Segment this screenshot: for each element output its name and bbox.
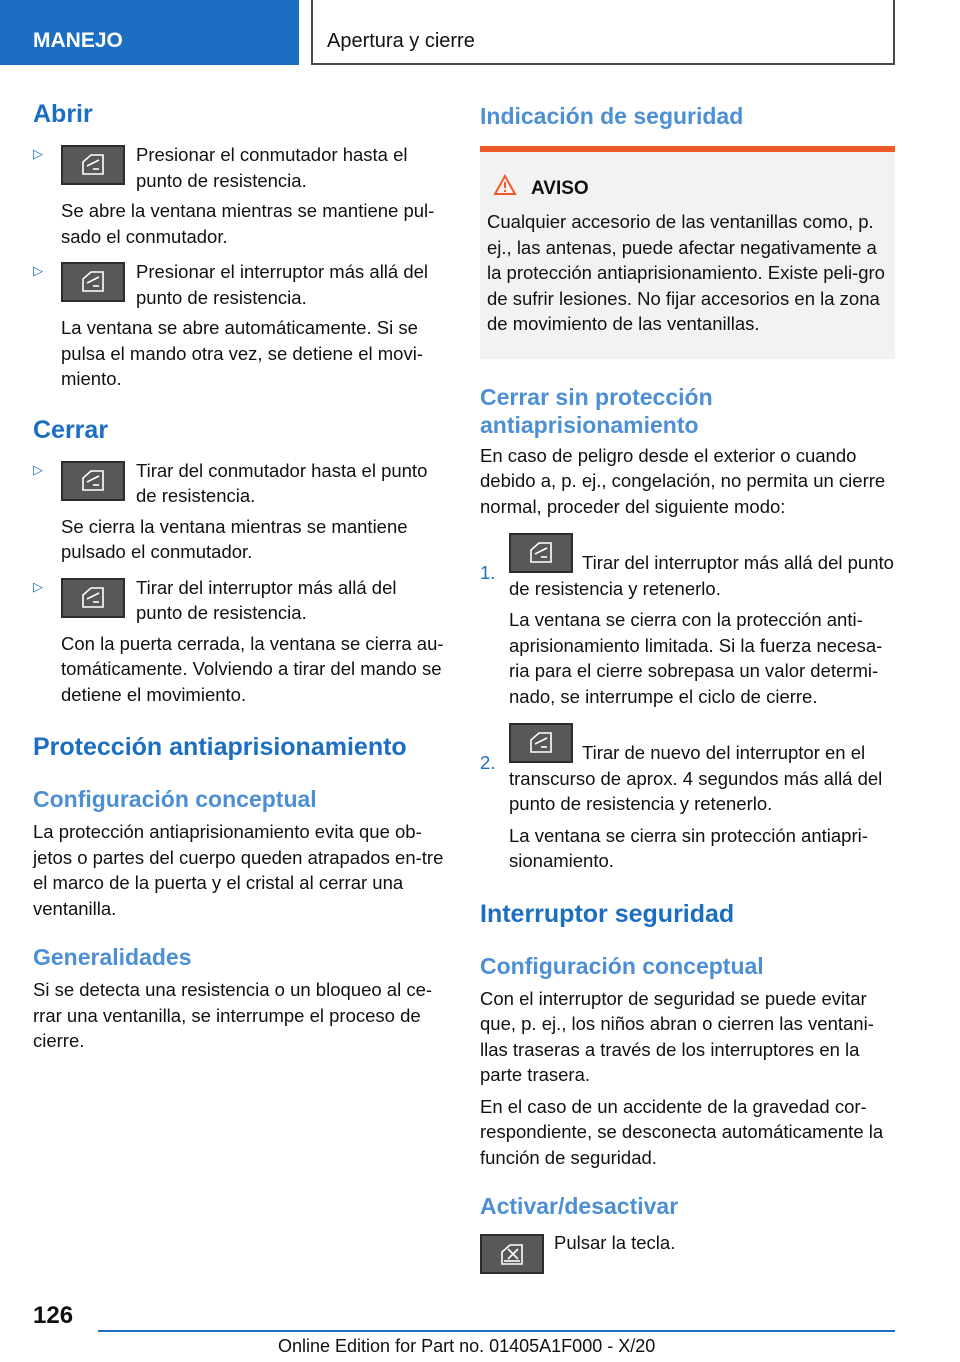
paragraph-config: La protección antiaprisionamiento evita que ob‐jetos o partes del cuerpo queden atrapados en‐tre el marco de la puerta y el cristal al cerrar una ventanilla.: [33, 821, 444, 919]
step-number: 2.: [480, 752, 496, 773]
step-abrir-2: [33, 259, 445, 392]
heading-proteccion: Protección antiaprisionamiento: [33, 733, 407, 761]
heading-cerrar: Cerrar: [33, 415, 109, 444]
warning-text: Cualquier accesorio de las ventanillas como, p. ej., las antenas, puede afectar negativamente a la protección antiaprisionamiento. Existe peli‐gro de sufrir lesiones. No fijar accesorios en la zona de movimiento de las ventanillas.: [487, 211, 885, 334]
step-result: La ventana se cierra sin protección antiapri‐sionamiento.: [509, 824, 868, 871]
triangle-bullet-icon: ▷: [33, 263, 43, 278]
footer-edition: Online Edition for Part no. 01405A1F000 - X/20: [278, 1336, 656, 1356]
step-instruction: [509, 533, 895, 601]
subheading-config-interruptor: Configuración conceptual: [480, 952, 764, 979]
window-switch-icon: [61, 461, 125, 501]
step-instruction: Tirar del interruptor más allá del punto de resistencia.: [136, 576, 397, 623]
activar-text: Pulsar la tecla.: [554, 1232, 676, 1253]
heading-cerrar-sin: Cerrar sin protección antiaprisionamiento: [480, 383, 713, 438]
paragraph-config-interruptor-1: Con el interruptor de seguridad se puede evitar que, p. ej., los niños abran o cierren las ventani‐llas traseras a través de los interruptores en la parte trasera.: [480, 987, 874, 1085]
triangle-bullet-icon: ▷: [33, 146, 43, 161]
step-instruction: Tirar del conmutador hasta el punto de resistencia.: [136, 459, 428, 506]
paragraph-cerrar-sin: En caso de peligro desde el exterior o cuando debido a, p. ej., congelación, no permita un cierre normal, proceder del siguiente modo:: [480, 444, 886, 517]
page-title: Apertura y cierre: [311, 0, 895, 65]
page-number: 126: [33, 1302, 74, 1329]
step-instruction-text: Tirar del interruptor más allá del punto de resistencia y retenerlo.: [509, 552, 894, 599]
window-switch-icon: [61, 262, 125, 302]
warning-label: AVISO: [531, 177, 589, 199]
subheading-config: Configuración conceptual: [33, 786, 317, 812]
step-instruction: Presionar el conmutador hasta el punto de resistencia.: [136, 144, 408, 191]
numbered-step-1: [480, 533, 895, 709]
subheading-activar: Activar/desactivar: [480, 1193, 679, 1219]
activar-row: [480, 1230, 895, 1274]
left-column: [33, 98, 445, 1054]
step-instruction: Presionar el interruptor más allá del punto de resistencia.: [136, 261, 429, 308]
child-lock-icon: [480, 1234, 544, 1274]
step-result: Se cierra la ventana mientras se mantiene pulsado el conmutador.: [61, 515, 408, 562]
paragraph-generalidades: Si se detecta una resistencia o un bloqueo al ce‐rrar una ventanilla, se interrumpe el proceso de cierre.: [33, 979, 433, 1051]
step-abrir-1: [33, 142, 445, 249]
footer-divider: [98, 1330, 895, 1332]
section-tab: MANEJO: [0, 0, 299, 65]
warning-box: [480, 146, 895, 359]
paragraph-config-interruptor-2: En el caso de un accidente de la gravedad cor‐respondiente, se desconecta automáticamente la función de seguridad.: [480, 1095, 884, 1168]
step-instruction: [509, 723, 895, 817]
triangle-bullet-icon: ▷: [33, 461, 43, 477]
step-result: La ventana se cierra con la protección anti‐aprisionamiento limitada. Si la fuerza necesa‐ria para el cierre sobrepasa un valor determi‐nado, se interrumpe el ciclo de cierre.: [509, 609, 883, 707]
heading-abrir: Abrir: [33, 100, 93, 128]
warning-header: [487, 174, 887, 203]
warning-triangle-icon: [493, 174, 517, 203]
step-instruction-text: Tirar de nuevo del interruptor en el transcurso de aprox. 4 segundos más allá del punto de resistencia y retenerlo.: [509, 742, 883, 814]
window-switch-icon: [61, 145, 125, 185]
triangle-bullet-icon: ▷: [33, 578, 43, 594]
subheading-generalidades: Generalidades: [33, 944, 192, 970]
right-column: [480, 98, 895, 1274]
step-result: Con la puerta cerrada, la ventana se cierra au‐tomáticamente. Volviendo a tirar del mando se detiene el movimiento.: [61, 632, 444, 705]
step-cerrar-1: [33, 458, 445, 565]
window-switch-icon: [509, 723, 573, 763]
window-switch-icon: [509, 533, 573, 573]
step-number: 1.: [480, 562, 496, 583]
window-switch-icon: [61, 578, 125, 618]
step-cerrar-2: [33, 575, 445, 708]
heading-indicacion: Indicación de seguridad: [480, 103, 744, 129]
step-result: La ventana se abre automáticamente. Si se pulsa el mando otra vez, se detiene el movi‐miento.: [61, 317, 423, 389]
heading-interruptor: Interruptor seguridad: [480, 899, 735, 928]
numbered-step-2: [480, 723, 895, 874]
step-result: Se abre la ventana mientras se mantiene pul‐sado el conmutador.: [61, 200, 435, 247]
